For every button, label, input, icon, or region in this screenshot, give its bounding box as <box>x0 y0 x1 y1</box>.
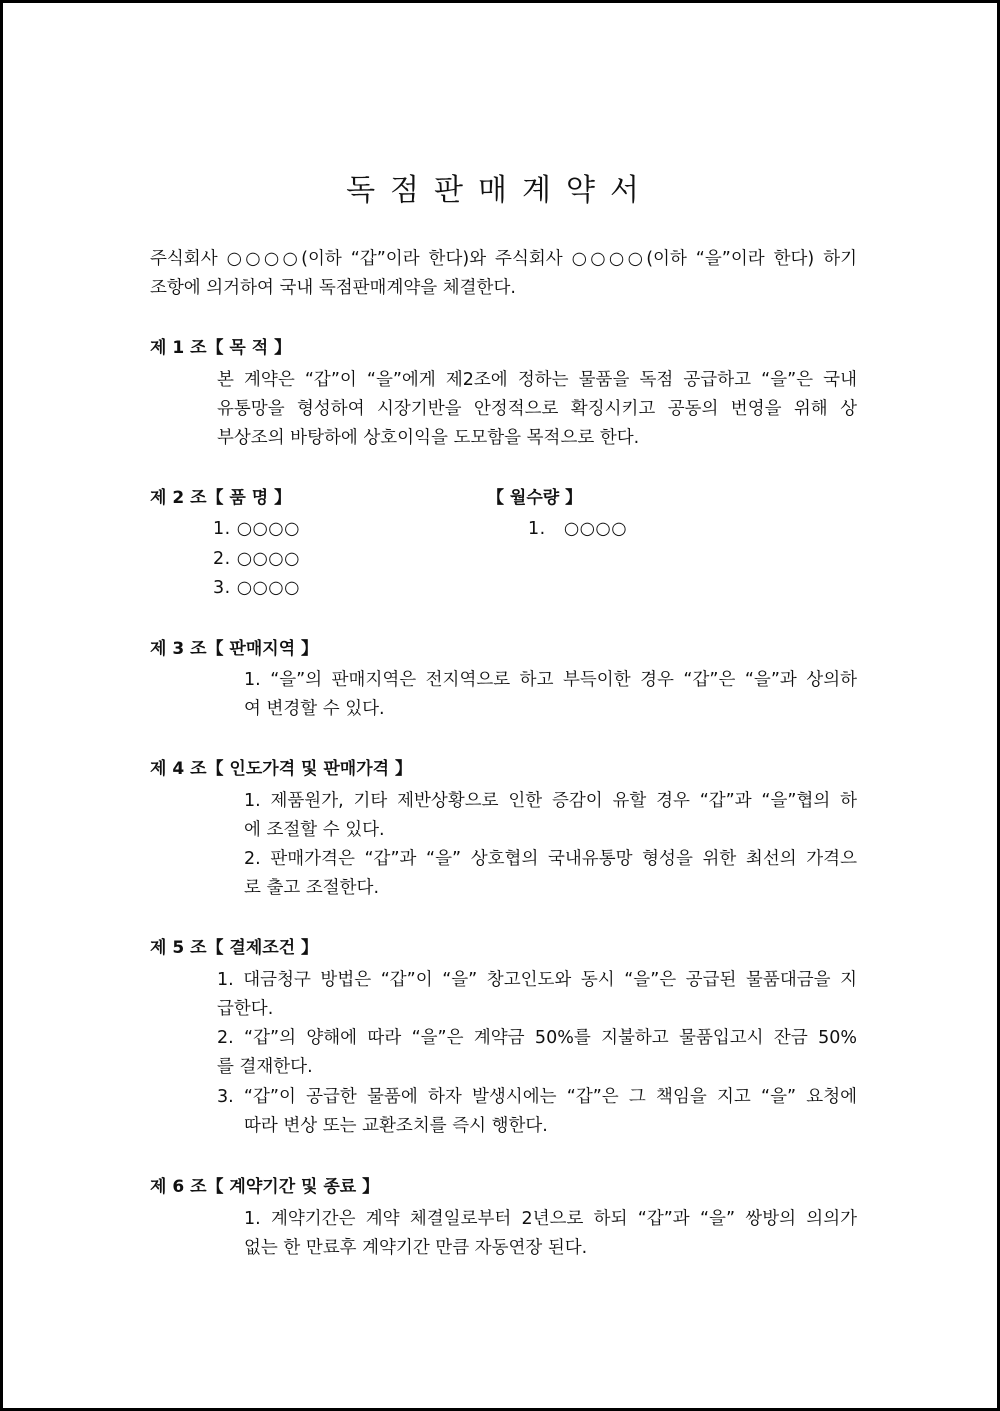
article-6-line-1: 1. 계약기간은 계약 체결일로부터 2년으로 하되 “갑”과 “을” 쌍방의 의의가 <box>244 1209 857 1229</box>
article-5-line-4: 를 결재한다. <box>217 1057 313 1077</box>
article-5-line-6: 따라 변상 또는 교환조치를 즉시 행한다. <box>244 1116 548 1136</box>
article-5-line-2: 급한다. <box>217 999 274 1019</box>
article-1-line-3: 부상조의 바탕하에 상호이익을 도모함을 목적으로 한다. <box>217 428 640 448</box>
product-item-1: 1. ○○○○ <box>213 519 300 539</box>
product-item-2: 2. ○○○○ <box>213 549 300 569</box>
article-6-line-2: 없는 한 만료후 계약기간 만큼 자동연장 된다. <box>244 1238 588 1258</box>
article-5-line-3: 2. “갑”의 양해에 따라 “을”은 계약금 50%를 지불하고 물품입고시 잔금 50% <box>217 1028 857 1048</box>
article-2-heading: 제 2 조【 품 명 】 <box>150 488 292 508</box>
article-3-line-1: 1. “을”의 판매지역은 전지역으로 하고 부득이한 경우 “갑”은 “을”과 상의하 <box>244 670 857 690</box>
article-1-heading: 제 1 조【 목 적 】 <box>150 338 292 358</box>
article-2-right-heading: 【 월수량 】 <box>487 488 583 508</box>
article-3-heading: 제 3 조【 판매지역 】 <box>150 639 319 659</box>
article-4-line-4: 로 출고 조절한다. <box>244 878 380 898</box>
document-title: 독점판매계약서 <box>346 173 654 208</box>
article-5-line-1: 1. 대금청구 방법은 “갑”이 “을” 창고인도와 동시 “을”은 공급된 물품대금을 지 <box>217 970 857 990</box>
article-6-heading: 제 6 조【 계약기간 및 종료 】 <box>150 1177 380 1197</box>
article-5-line-5: 3. “갑”이 공급한 물품에 하자 발생시에는 “갑”은 그 책임을 지고 “을” 요청에 <box>217 1087 857 1107</box>
article-4-line-3: 2. 판매가격은 “갑”과 “을” 상호협의 국내유통망 형성을 위한 최선의 가격으 <box>244 849 857 869</box>
article-5-heading: 제 5 조【 결제조건 】 <box>150 938 319 958</box>
monthly-quantity-item-1: 1. ○○○○ <box>528 519 627 539</box>
product-item-3: 3. ○○○○ <box>213 578 300 598</box>
intro-line-2: 조항에 의거하여 국내 독점판매계약을 체결한다. <box>150 278 516 298</box>
article-1-line-1: 본 계약은 “갑”이 “을”에게 제2조에 정하는 물품을 독점 공급하고 “을”은 국내 <box>217 370 857 390</box>
intro-line-1: 주식회사 ○○○○(이하 “갑”이라 한다)와 주식회사 ○○○○(이하 “을”이라 한다) 하기 <box>150 249 857 269</box>
article-3-line-2: 여 변경할 수 있다. <box>244 699 385 719</box>
article-4-heading: 제 4 조【 인도가격 및 판매가격 】 <box>150 759 412 779</box>
article-1-line-2: 유통망을 형성하여 시장기반을 안정적으로 확징시키고 공동의 번영을 위해 상 <box>217 399 857 419</box>
article-4-line-2: 에 조절할 수 있다. <box>244 820 385 840</box>
article-4-line-1: 1. 제품원가, 기타 제반상황으로 인한 증감이 유할 경우 “갑”과 “을”협의 하 <box>244 791 857 811</box>
